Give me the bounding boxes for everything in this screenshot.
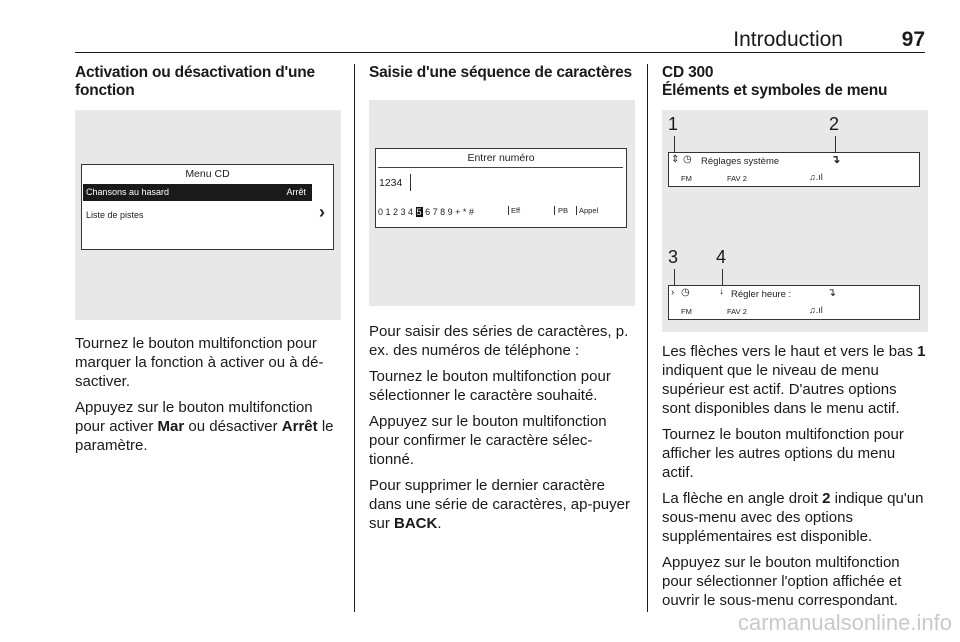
char-selector: 0 1 2 3 4 5 6 7 8 9 + * #	[378, 207, 474, 217]
submenu-arrow-icon: ↴	[831, 154, 841, 166]
leader-line	[722, 269, 723, 285]
menu-cd-screen	[81, 164, 334, 250]
callout-2: 2	[829, 114, 840, 134]
page-header	[75, 26, 925, 53]
bold-term: Mar	[157, 418, 185, 435]
screen-row-selected	[83, 184, 312, 201]
band-label: FM	[681, 307, 692, 316]
preset-label: FAV 2	[727, 307, 747, 316]
menu-label: Réglages système	[701, 156, 780, 167]
column-2-text	[369, 322, 635, 540]
section-subheading: Éléments et symboles de menu	[662, 82, 888, 99]
entered-digits: 1234	[379, 177, 403, 189]
key-eff: Eff	[508, 206, 520, 215]
screen-title: Entrer numéro	[467, 152, 535, 164]
row-label: Liste de pistes	[86, 210, 144, 220]
up-down-arrows-icon: ⇕	[671, 154, 680, 165]
bold-term: 1	[917, 343, 926, 360]
number-entry-screen	[375, 148, 627, 228]
chevron-right-icon: ›	[319, 202, 325, 222]
section-heading: CD 300	[662, 64, 714, 81]
bold-term: Arrêt	[281, 418, 318, 435]
paragraph: Pour saisir des séries de caractères, p. ex. des numéros de téléphone :	[369, 323, 629, 359]
column-3	[662, 64, 928, 100]
bold-term: BACK	[394, 515, 438, 532]
number-entry-figure	[369, 100, 635, 306]
clock-screen	[668, 285, 920, 320]
clock-icon: ◷	[681, 287, 690, 298]
callout-3: 3	[668, 247, 679, 267]
signal-icon: ♫.ıl	[809, 172, 823, 182]
column-1-text	[75, 334, 341, 462]
column-2	[369, 64, 635, 82]
row-label: Chansons au hasard	[86, 187, 170, 197]
paragraph: Appuyez sur le bouton multifonction pour activer Mar ou désactiver Arrêt le paramètre.	[75, 399, 334, 454]
key-pb: PB	[554, 206, 568, 215]
paragraph: Les flèches vers le haut et vers le bas 1 indiquent que le niveau de menu supérieur est actif. D'autres options sont disponibles dans le menu actif.	[662, 343, 926, 417]
right-arrow-icon: ›	[671, 287, 675, 298]
leader-line	[674, 269, 675, 285]
divider	[378, 167, 623, 168]
callout-1: 1	[668, 114, 679, 134]
key-appel: Appel	[576, 206, 598, 215]
page-number: 97	[901, 28, 925, 51]
screen-title: Menu CD	[185, 168, 230, 180]
submenu-arrow-icon: ↴	[827, 287, 837, 299]
clock-icon: ◷	[683, 154, 692, 165]
leader-line	[835, 136, 836, 152]
selected-char: 5	[416, 207, 422, 217]
paragraph: Appuyez sur le bouton multifonction pour confirmer le caractère sélec-tionné.	[369, 413, 607, 468]
preset-label: FAV 2	[727, 174, 747, 183]
paragraph: Appuyez sur le bouton multifonction pour sélectionner l'option affichée et ouvrir le sous-menu correspondant.	[662, 554, 902, 609]
menu-symbols-figure	[662, 110, 928, 332]
section-heading: Activation ou désactivation d'une fonction	[75, 64, 315, 99]
paragraph: La flèche en angle droit 2 indique qu'un sous-menu avec des options supplémentaires est disponible.	[662, 490, 924, 545]
band-label: FM	[681, 174, 692, 183]
text-cursor	[410, 174, 411, 191]
callout-4: 4	[716, 247, 727, 267]
down-arrow-icon: ↓	[719, 286, 724, 297]
menu-label: Régler heure :	[731, 289, 792, 300]
paragraph: Tournez le bouton multifonction pour sélectionner le caractère souhaité.	[369, 368, 611, 404]
column-1	[75, 64, 341, 100]
section-heading: Saisie d'une séquence de caractères	[369, 64, 632, 81]
column-divider	[647, 64, 648, 612]
paragraph: Tournez le bouton multifonction pour marquer la fonction à activer ou à dé-sactiver.	[75, 335, 324, 390]
paragraph: Tournez le bouton multifonction pour afficher les autres options du menu actif.	[662, 426, 904, 481]
row-value: Arrêt	[286, 187, 306, 197]
paragraph: Pour supprimer le dernier caractère dans une série de caractères, ap-puyer sur BACK.	[369, 477, 630, 532]
menu-cd-figure	[75, 110, 341, 320]
bold-term: 2	[822, 490, 831, 507]
column-3-text	[662, 342, 928, 617]
leader-line	[674, 136, 675, 152]
settings-screen	[668, 152, 920, 187]
section-title: Introduction	[733, 28, 843, 51]
watermark: carmanualsonline.info	[737, 610, 952, 635]
signal-icon: ♫.ıl	[809, 305, 823, 315]
column-divider	[354, 64, 355, 612]
